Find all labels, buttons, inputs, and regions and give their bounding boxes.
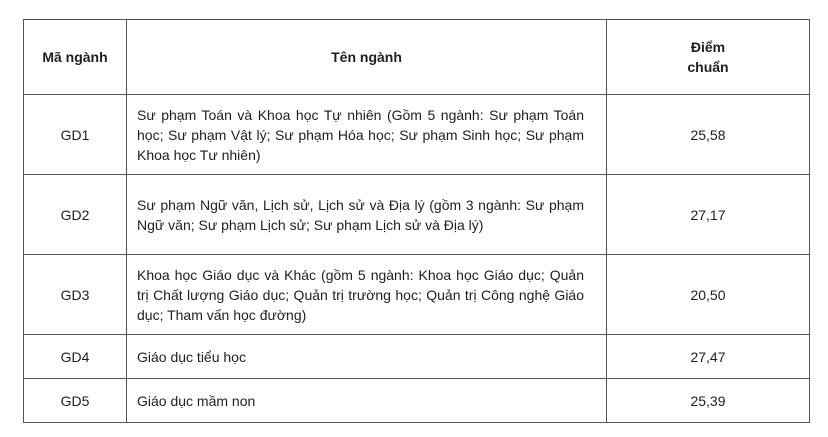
major-name-cell: Giáo dục mầm non [127,379,607,423]
major-code-cell: GD5 [24,379,127,423]
table-header-row [24,20,810,95]
major-name-cell: Sư phạm Toán và Khoa học Tự nhiên (Gồm 5 ngành: Sư phạm Toán học; Sư phạm Vật lý; Sư phạm Hóa học; Sư phạm Sinh học; Sư phạm Khoa học Tư nhiên) [127,95,607,175]
major-name-cell: Giáo dục tiểu học [127,335,607,379]
major-code-cell: GD3 [24,255,127,335]
cutoff-score-cell: 25,39 [607,379,810,423]
major-code-cell: GD2 [24,175,127,255]
table-row [24,335,810,379]
table-row [24,379,810,423]
major-code-cell: GD1 [24,95,127,175]
cutoff-score-cell: 27,47 [607,335,810,379]
header-major-name: Tên ngành [127,20,607,95]
table-row [24,95,810,175]
header-cutoff-score: Điểm chuẩn [607,20,810,95]
major-name-cell: Sư phạm Ngữ văn, Lịch sử, Lịch sử và Địa lý (gồm 3 ngành: Sư phạm Ngữ văn; Sư phạm Lịch sử; Sư phạm Lịch sử và Địa lý) [127,175,607,255]
admission-scores-table [23,19,810,423]
major-code-cell: GD4 [24,335,127,379]
major-name-cell: Khoa học Giáo dục và Khác (gồm 5 ngành: Khoa học Giáo dục; Quản trị Chất lượng Giáo dục; Quản trị trường học; Quản trị Công nghệ Giáo dục; Tham vấn học đường) [127,255,607,335]
table-row [24,255,810,335]
admission-scores-table-container [23,19,809,423]
table-row [24,175,810,255]
header-major-code: Mã ngành [24,20,127,95]
cutoff-score-cell: 27,17 [607,175,810,255]
cutoff-score-cell: 25,58 [607,95,810,175]
cutoff-score-cell: 20,50 [607,255,810,335]
